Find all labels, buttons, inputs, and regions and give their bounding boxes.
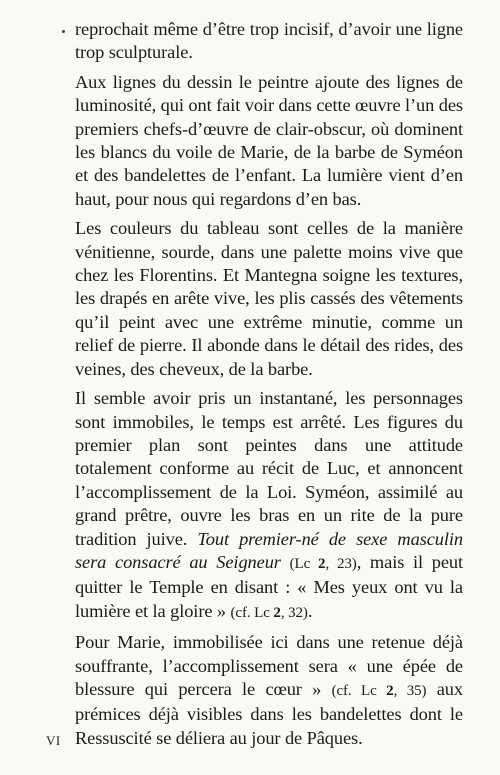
bible-reference: 2 bbox=[318, 555, 326, 572]
text-run: reprochait même d’être trop incisif, d’avoir une ligne trop sculpturale. bbox=[75, 19, 463, 63]
body-text bbox=[75, 18, 463, 756]
text-run: , mais il peut quitter le Temple en disant : « Mes yeux ont vu la lumière et la gloire » bbox=[75, 551, 464, 621]
bible-reference: , 35) bbox=[393, 682, 427, 699]
text-run: . bbox=[307, 600, 313, 621]
bible-reference: 2 bbox=[386, 682, 394, 699]
paragraph bbox=[75, 631, 463, 750]
bible-reference: (cf. Lc bbox=[331, 682, 387, 699]
paragraph-continued bbox=[75, 18, 463, 65]
paragraph bbox=[75, 71, 463, 211]
bible-reference: , 23) bbox=[325, 555, 357, 572]
bible-reference: , 32) bbox=[280, 604, 308, 621]
printer-mark bbox=[62, 30, 65, 33]
text-run: Les couleurs du tableau sont celles de la manière vénitienne, sourde, dans une palette moins vive que chez les Florentins. Et Mantegna soigne les textures, les drapés en arête vive, les plis cassés des vêtements qu’il peint avec une extrême minutie, comme un relief de pierre. Il abonde dans le détail des rides, des veines, des cheveux, de la barbe. bbox=[75, 218, 463, 379]
bible-reference: (cf. Lc bbox=[230, 604, 274, 621]
text-run: Pour Marie, immobilisée ici dans une retenue déjà souffrante, l’accomplissement sera « une épée de blessure qui percera le cœur » bbox=[75, 632, 463, 699]
text-run: Il semble avoir pris un instantané, les personnages sont immobiles, le temps est arrêté. Les figures du premier plan sont peintes dans une attitude totalement conforme au récit de Luc, et annoncent l’accomplissement de la Loi. Syméon, assimilé au grand prêtre, ouvre les bras en un rite de la pure tradition juive. bbox=[75, 388, 463, 549]
paragraph bbox=[75, 387, 463, 625]
paragraph bbox=[75, 217, 463, 381]
page-number: VI bbox=[46, 733, 61, 748]
text-run bbox=[281, 552, 290, 572]
bible-reference: 2 bbox=[273, 604, 281, 621]
text-run: aux prémices déjà visibles dans les bandelettes dont le Ressuscité se déliera au jour de Pâques. bbox=[75, 678, 463, 748]
scripture-quote: Tout premier-né de sexe masculin sera consacré au Seigneur bbox=[75, 528, 463, 572]
text-run: Aux lignes du dessin le peintre ajoute des lignes de luminosité, qui ont fait voir dans cette œuvre l’un des premiers chefs-d’œuvre de clair-obscur, où dominent les blancs du voile de Marie, de la barbe de Syméon et des bandelettes de l’enfant. La lumière vient d’en haut, pour nous qui regardons d’en bas. bbox=[75, 71, 463, 209]
bible-reference: (Lc bbox=[289, 555, 319, 572]
